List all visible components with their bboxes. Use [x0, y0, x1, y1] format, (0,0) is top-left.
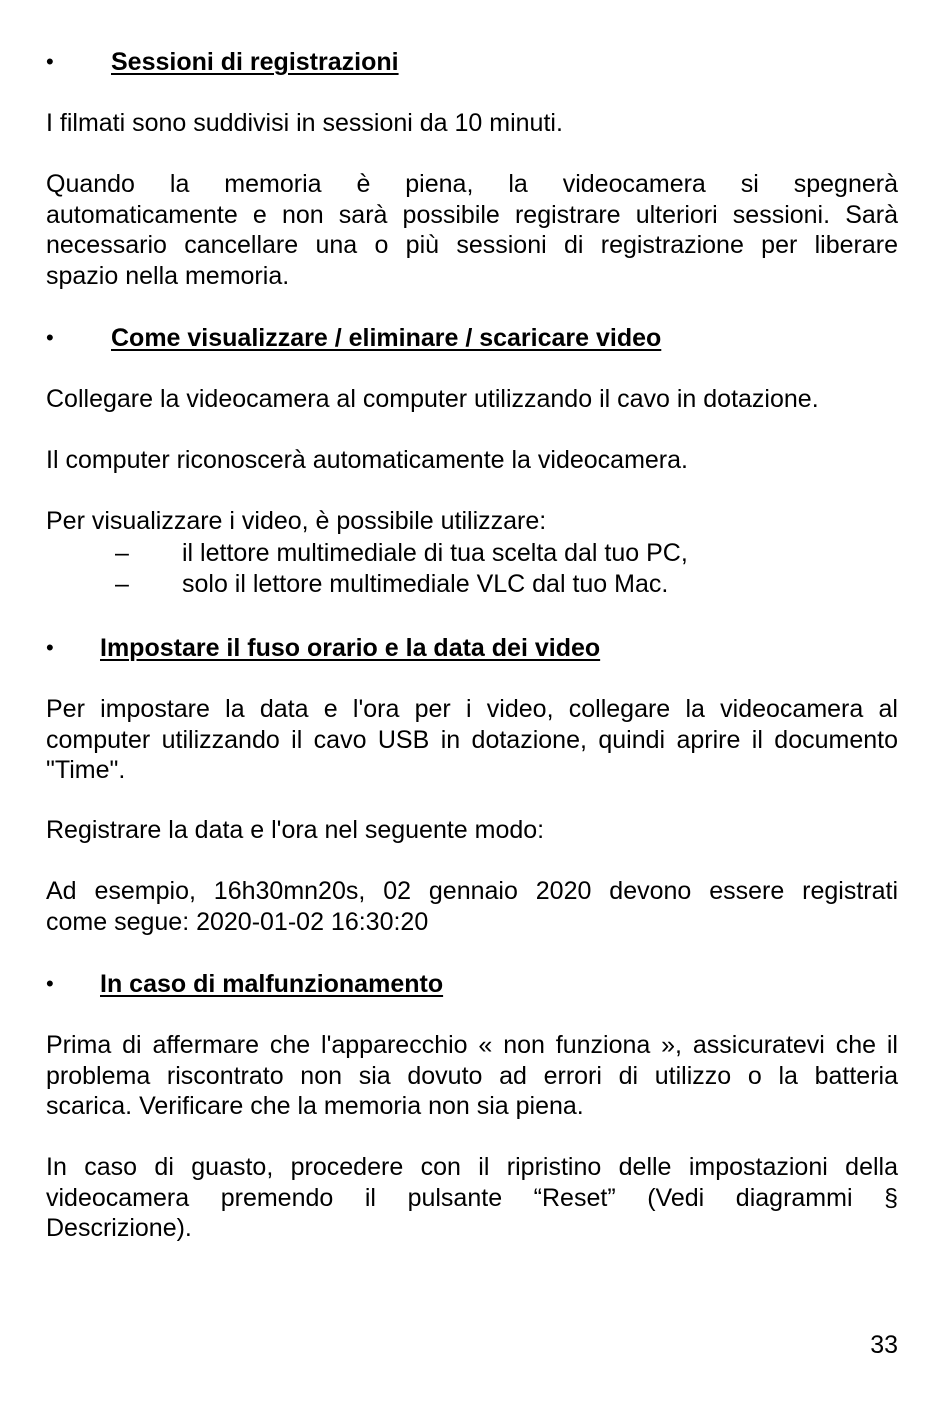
paragraph-line: spazio nella memoria.	[46, 261, 290, 290]
paragraph	[46, 108, 898, 139]
paragraph-line: necessario cancellare una o più sessioni di registrazione per liberare	[46, 231, 898, 259]
paragraph-line: problema riscontrato non sia dovuto ad errori di utilizzo o la batteria	[46, 1061, 898, 1090]
bullet-icon: •	[46, 325, 54, 350]
heading-title: Impostare il fuso orario e la data dei video	[100, 634, 601, 662]
list-item-text: solo il lettore multimediale VLC dal tuo Mac.	[182, 570, 669, 598]
dash-icon: –	[115, 539, 129, 567]
bullet-icon: •	[46, 971, 54, 996]
paragraph	[46, 815, 898, 846]
paragraph-line: come segue: 2020-01-02 16:30:20	[46, 907, 429, 936]
paragraph-line: "Time".	[46, 756, 126, 784]
bullet-icon: •	[46, 49, 54, 74]
heading-title: Sessioni di registrazioni	[111, 48, 399, 76]
paragraph	[46, 506, 898, 537]
paragraph-line: In caso di guasto, procedere con il ripristino delle impostazioni della	[46, 1153, 898, 1181]
paragraph-line: automaticamente e non sarà possibile registrare ulteriori sessioni. Sarà	[46, 200, 898, 229]
paragraph	[46, 445, 898, 476]
heading-title: In caso di malfunzionamento	[100, 970, 444, 998]
paragraph	[46, 1030, 898, 1122]
dash-icon: –	[115, 570, 129, 598]
page-number: 33	[870, 1331, 898, 1359]
list-item-text: il lettore multimediale di tua scelta dal tuo PC,	[182, 539, 688, 567]
paragraph-line: scarica. Verificare che la memoria non sia piena.	[46, 1092, 584, 1120]
paragraph	[46, 876, 898, 937]
paragraph-line: computer utilizzando il cavo USB in dotazione, quindi aprire il documento	[46, 725, 898, 754]
paragraph-line: Ad esempio, 16h30mn20s, 02 gennaio 2020 devono essere registrati	[46, 877, 898, 905]
paragraph-line: Per visualizzare i video, è possibile utilizzare:	[46, 507, 547, 535]
paragraph	[46, 694, 898, 786]
paragraph-line: Per impostare la data e l'ora per i video, collegare la videocamera al	[46, 695, 898, 723]
paragraph	[46, 1152, 898, 1244]
paragraph-line: I filmati sono suddivisi in sessioni da 10 minuti.	[46, 109, 563, 137]
heading-title: Come visualizzare / eliminare / scaricare video	[111, 324, 662, 352]
paragraph-line: Descrizione).	[46, 1214, 192, 1242]
paragraph-line: videocamera premendo il pulsante “Reset” (Vedi diagrammi §	[46, 1183, 898, 1212]
paragraph-line: Prima di affermare che l'apparecchio « non funziona », assicuratevi che il	[46, 1031, 898, 1059]
paragraph-line: Il computer riconoscerà automaticamente la videocamera.	[46, 446, 688, 474]
paragraph-line: Quando la memoria è piena, la videocamera si spegnerà	[46, 170, 898, 198]
paragraph-line: Registrare la data e l'ora nel seguente modo:	[46, 816, 545, 844]
paragraph	[46, 169, 898, 291]
paragraph	[46, 384, 898, 415]
paragraph-line: Collegare la videocamera al computer utilizzando il cavo in dotazione.	[46, 385, 819, 413]
bullet-icon: •	[46, 635, 54, 660]
